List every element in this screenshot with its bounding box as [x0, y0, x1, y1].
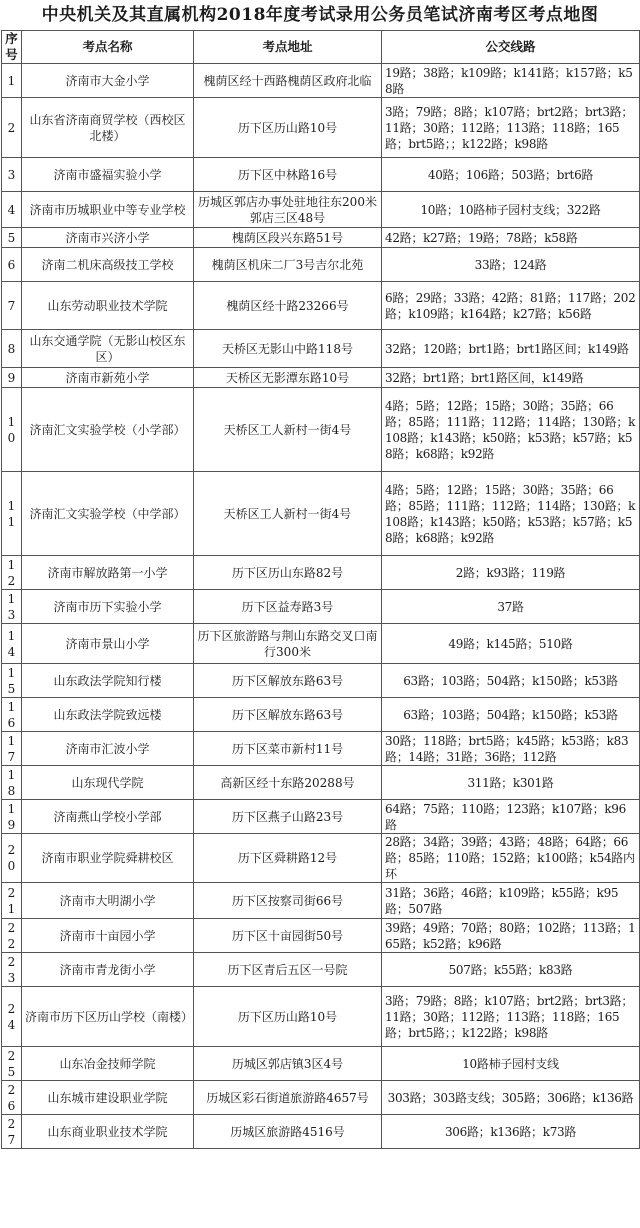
site-name: 济南市历下区历山学校（南楼）	[22, 987, 194, 1047]
bus-routes: 507路；k55路；k83路	[382, 953, 640, 987]
bus-routes: 49路；k145路；510路	[382, 624, 640, 664]
bus-routes: 10路；10路柿子园村支线；322路	[382, 192, 640, 228]
table-row	[2, 248, 640, 282]
table-row	[2, 732, 640, 766]
site-name: 济南市历下实验小学	[22, 590, 194, 624]
bus-routes: 2路；k93路；119路	[382, 556, 640, 590]
bus-routes: 19路；38路；k109路；k141路；k157路；k58路	[382, 64, 640, 98]
site-name: 济南市大明湖小学	[22, 883, 194, 919]
bus-routes: 4路；5路；12路；15路；30路；35路；66路；85路；111路；112路；114路；130路；k108路；k143路；k50路；k53路；k57路；k58路；k68路；k92路	[382, 388, 640, 472]
site-name: 济南市景山小学	[22, 624, 194, 664]
bus-routes: 6路；29路；33路；42路；81路；117路；202路；k109路；k164路；k27路；k56路	[382, 282, 640, 330]
site-name: 山东政法学院致远楼	[22, 698, 194, 732]
table-row	[2, 158, 640, 192]
row-number: 16	[2, 698, 22, 732]
row-number: 19	[2, 800, 22, 834]
site-address: 历下区解放东路63号	[194, 664, 382, 698]
row-number: 14	[2, 624, 22, 664]
site-name: 济南市新苑小学	[22, 368, 194, 388]
row-number: 17	[2, 732, 22, 766]
site-address: 历下区青后五区一号院	[194, 953, 382, 987]
bus-routes: 31路；36路；46路；k109路；k55路；k95路；507路	[382, 883, 640, 919]
bus-routes: 3路；79路；8路；k107路；brt2路；brt3路；11路；30路；112路；113路；118路；165路；brt5路；；k122路；k98路	[382, 98, 640, 158]
row-number: 20	[2, 834, 22, 883]
table-row	[2, 388, 640, 472]
table-row	[2, 590, 640, 624]
row-number: 27	[2, 1115, 22, 1149]
row-number: 7	[2, 282, 22, 330]
row-number: 5	[2, 228, 22, 248]
table-row	[2, 1115, 640, 1149]
page-title: 中央机关及其直属机构2018年度考试录用公务员笔试济南考区考点地图	[41, 5, 599, 25]
site-name: 济南汇文实验学校（小学部）	[22, 388, 194, 472]
table-row	[2, 987, 640, 1047]
site-name: 济南市历城职业中等专业学校	[22, 192, 194, 228]
row-number: 10	[2, 388, 22, 472]
bus-routes: 311路；k301路	[382, 766, 640, 800]
site-address: 历下区菜市新村11号	[194, 732, 382, 766]
table-row	[2, 1047, 640, 1081]
bus-routes: 306路；k136路；k73路	[382, 1115, 640, 1149]
header-name: 考点名称	[22, 31, 194, 64]
row-number: 11	[2, 472, 22, 556]
table-row	[2, 698, 640, 732]
table-row	[2, 282, 640, 330]
bus-routes: 63路；103路；504路；k150路；k53路	[382, 664, 640, 698]
table-row	[2, 664, 640, 698]
bus-routes: 32路；120路；brt1路；brt1路区间；k149路	[382, 330, 640, 368]
site-address: 历下区历山路10号	[194, 987, 382, 1047]
site-name: 济南市盛福实验小学	[22, 158, 194, 192]
site-address: 历城区郭店办事处驻地往东200米郭店三区48号	[194, 192, 382, 228]
row-number: 23	[2, 953, 22, 987]
site-name: 山东冶金技师学院	[22, 1047, 194, 1081]
site-address: 高新区经十东路20288号	[194, 766, 382, 800]
site-name: 济南市汇波小学	[22, 732, 194, 766]
table-row	[2, 472, 640, 556]
table-row	[2, 766, 640, 800]
site-name: 山东省济南商贸学校（西校区北楼）	[22, 98, 194, 158]
row-number: 15	[2, 664, 22, 698]
bus-routes: 63路；103路；504路；k150路；k53路	[382, 698, 640, 732]
site-name: 山东交通学院（无影山校区东区）	[22, 330, 194, 368]
table-row	[2, 624, 640, 664]
bus-routes: 30路；118路；brt5路；k45路；k53路；k83路；14路；31路；36路；112路	[382, 732, 640, 766]
site-address: 历城区郭店镇3区4号	[194, 1047, 382, 1081]
bus-routes: 42路；k27路；19路；78路；k58路	[382, 228, 640, 248]
row-number: 22	[2, 919, 22, 953]
header-address: 考点地址	[194, 31, 382, 64]
header-bus: 公交线路	[382, 31, 640, 64]
row-number: 6	[2, 248, 22, 282]
site-name: 济南燕山学校小学部	[22, 800, 194, 834]
site-name: 济南汇文实验学校（中学部）	[22, 472, 194, 556]
site-name: 山东商业职业技术学院	[22, 1115, 194, 1149]
table-row	[2, 192, 640, 228]
site-name: 济南市十亩园小学	[22, 919, 194, 953]
table-row	[2, 556, 640, 590]
site-name: 山东现代学院	[22, 766, 194, 800]
row-number: 3	[2, 158, 22, 192]
site-address: 历下区历山东路82号	[194, 556, 382, 590]
site-address: 历下区历山路10号	[194, 98, 382, 158]
bus-routes: 28路；34路；39路；43路；48路；64路；66路；85路；110路；152路；k100路；k54路内环	[382, 834, 640, 883]
site-name: 山东劳动职业技术学院	[22, 282, 194, 330]
row-number: 24	[2, 987, 22, 1047]
bus-routes: 33路；124路	[382, 248, 640, 282]
table-row	[2, 953, 640, 987]
table-row	[2, 228, 640, 248]
row-number: 8	[2, 330, 22, 368]
bus-routes: 39路；49路；70路；80路；102路；113路；165路；k52路；k96路	[382, 919, 640, 953]
table-body	[2, 64, 640, 1149]
site-name: 济南二机床高级技工学校	[22, 248, 194, 282]
table-row	[2, 330, 640, 368]
row-number: 1	[2, 64, 22, 98]
site-address: 历下区燕子山路23号	[194, 800, 382, 834]
bus-routes: 3路；79路；8路；k107路；brt2路；brt3路；11路；30路；112路；113路；118路；165路；brt5路；；k122路；k98路	[382, 987, 640, 1047]
table-header-row	[2, 31, 640, 64]
exam-sites-table	[1, 30, 640, 1149]
header-no: 序号	[2, 31, 22, 64]
table-row	[2, 98, 640, 158]
row-number: 25	[2, 1047, 22, 1081]
row-number: 12	[2, 556, 22, 590]
site-address: 槐荫区经十西路槐荫区政府北临	[194, 64, 382, 98]
table-row	[2, 883, 640, 919]
site-address: 天桥区无影潭东路10号	[194, 368, 382, 388]
bus-routes: 64路；75路；110路；123路；k107路；k96路	[382, 800, 640, 834]
row-number: 2	[2, 98, 22, 158]
row-number: 26	[2, 1081, 22, 1115]
site-name: 山东政法学院知行楼	[22, 664, 194, 698]
site-name: 济南市解放路第一小学	[22, 556, 194, 590]
table-row	[2, 919, 640, 953]
bus-routes: 303路；303路支线；305路；306路；k136路	[382, 1081, 640, 1115]
bus-routes: 40路；106路；503路；brt6路	[382, 158, 640, 192]
table-row	[2, 64, 640, 98]
bus-routes: 10路柿子园村支线	[382, 1047, 640, 1081]
bus-routes: 4路；5路；12路；15路；30路；35路；66路；85路；111路；112路；114路；130路；k108路；k143路；k50路；k53路；k57路；k58路；k68路；k92路	[382, 472, 640, 556]
site-name: 济南市大金小学	[22, 64, 194, 98]
row-number: 9	[2, 368, 22, 388]
row-number: 21	[2, 883, 22, 919]
site-address: 历下区旅游路与荆山东路交叉口南行300米	[194, 624, 382, 664]
site-name: 山东城市建设职业学院	[22, 1081, 194, 1115]
site-address: 历城区旅游路4516号	[194, 1115, 382, 1149]
site-address: 槐荫区段兴东路51号	[194, 228, 382, 248]
site-address: 天桥区无影山中路118号	[194, 330, 382, 368]
site-address: 槐荫区经十路23266号	[194, 282, 382, 330]
row-number: 18	[2, 766, 22, 800]
row-number: 4	[2, 192, 22, 228]
site-address: 历下区按察司街66号	[194, 883, 382, 919]
table-row	[2, 1081, 640, 1115]
site-address: 历下区十亩园街50号	[194, 919, 382, 953]
site-address: 历下区益寿路3号	[194, 590, 382, 624]
site-name: 济南市职业学院舜耕校区	[22, 834, 194, 883]
site-address: 历城区彩石街道旅游路4657号	[194, 1081, 382, 1115]
site-address: 历下区中林路16号	[194, 158, 382, 192]
site-name: 济南市兴济小学	[22, 228, 194, 248]
table-row	[2, 800, 640, 834]
table-row	[2, 834, 640, 883]
row-number: 13	[2, 590, 22, 624]
site-name: 济南市青龙街小学	[22, 953, 194, 987]
site-address: 历下区解放东路63号	[194, 698, 382, 732]
site-address: 天桥区工人新村一街4号	[194, 388, 382, 472]
table-row	[2, 368, 640, 388]
bus-routes: 32路；brt1路；brt1路区间，k149路	[382, 368, 640, 388]
bus-routes: 37路	[382, 590, 640, 624]
site-address: 天桥区工人新村一街4号	[194, 472, 382, 556]
site-address: 历下区舜耕路12号	[194, 834, 382, 883]
site-address: 槐荫区机床二厂3号吉尔北苑	[194, 248, 382, 282]
